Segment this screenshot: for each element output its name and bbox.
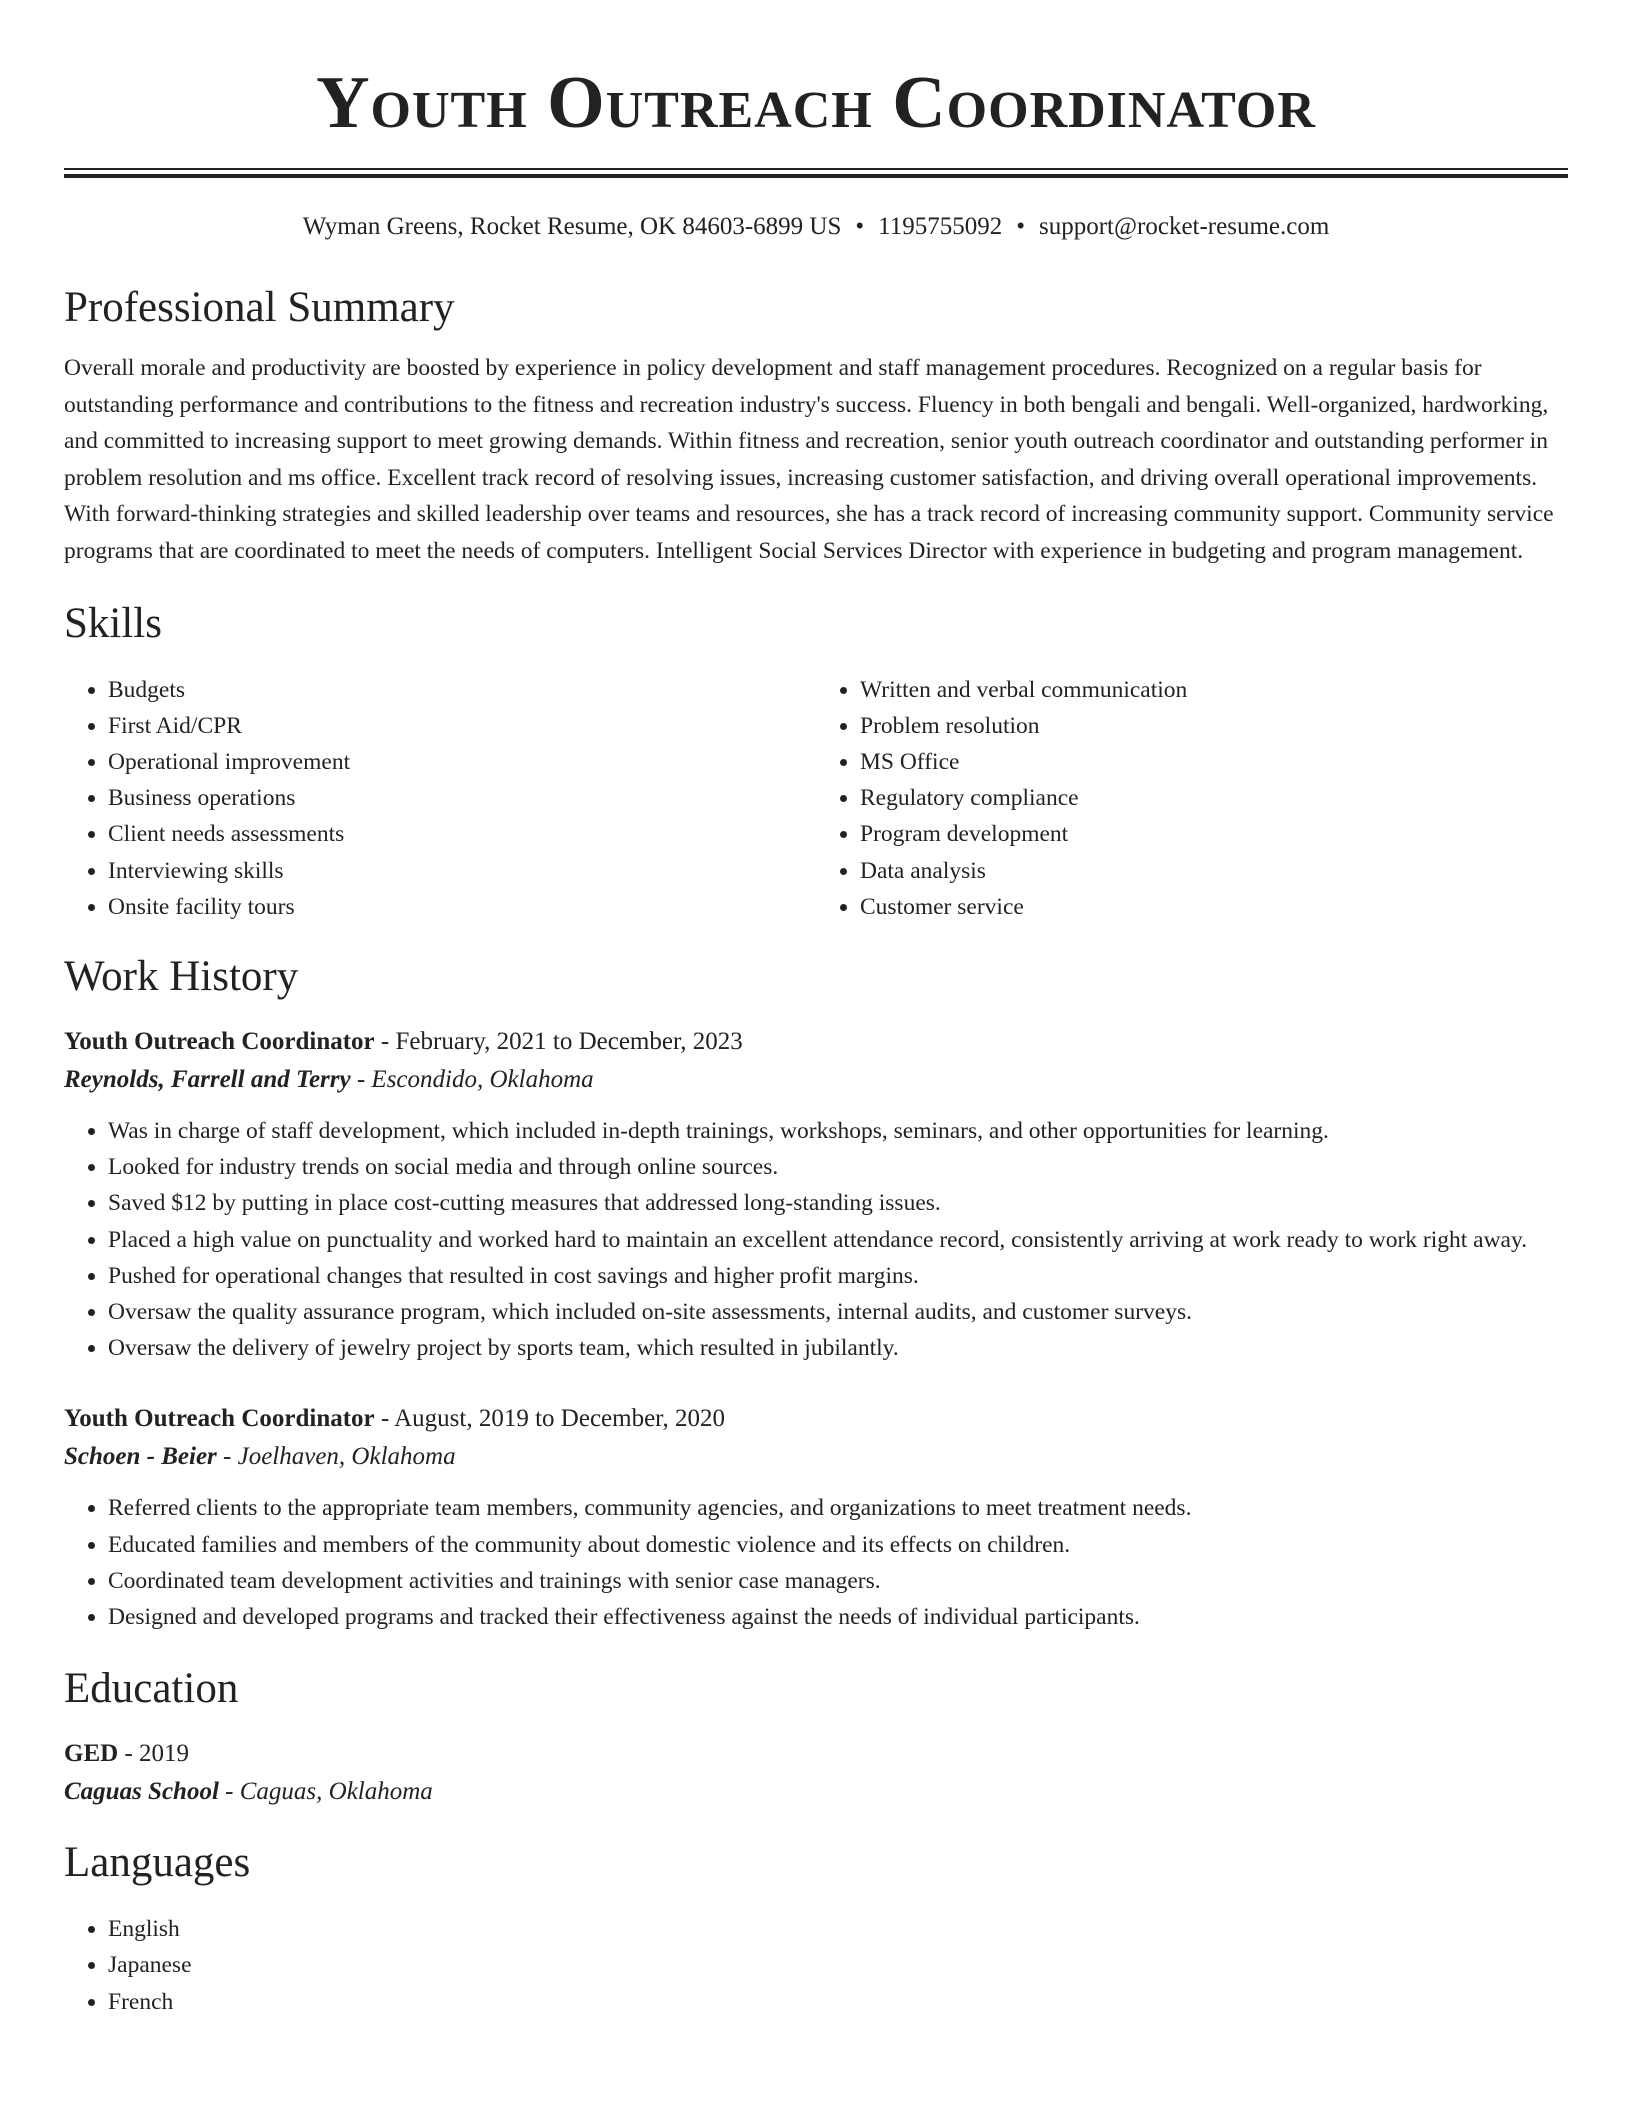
contact-address: Wyman Greens, Rocket Resume, OK 84603-6899 US — [302, 213, 842, 240]
skill-item: • Problem resolution — [860, 708, 1568, 744]
job-bullet: • Oversaw the quality assurance program, which included on-site assessments, internal audits, and customer surveys. — [108, 1294, 1568, 1330]
job-employer: Schoen - Beier — [64, 1443, 217, 1471]
job-employer: Reynolds, Farrell and Terry — [64, 1065, 351, 1093]
job-bullet: • Looked for industry trends on social media and through online sources. — [108, 1149, 1568, 1185]
job-employer-line — [64, 1061, 1568, 1099]
skill-item: • Program development — [860, 816, 1568, 852]
job-location: - Joelhaven, Oklahoma — [216, 1443, 456, 1471]
skill-item: • MS Office — [860, 744, 1568, 780]
resume-page — [64, 0, 1568, 2020]
job-title: Youth Outreach Coordinator — [64, 1027, 375, 1055]
job-bullet: • Designed and developed programs and tracked their effectiveness against the needs of individual participants. — [108, 1599, 1568, 1635]
contact-separator: • — [855, 213, 865, 240]
skill-item: • Onsite facility tours — [108, 889, 816, 925]
skills-column-left — [64, 672, 816, 925]
job-dates: - August, 2019 to December, 2020 — [374, 1405, 726, 1433]
job-location: - Escondido, Oklahoma — [350, 1065, 594, 1093]
job-bullet: • Coordinated team development activities and trainings with senior case managers. — [108, 1563, 1568, 1599]
resume-title: Youth Outreach Coordinator — [316, 62, 1316, 144]
job-title-line — [64, 1023, 1568, 1061]
job-title: Youth Outreach Coordinator — [64, 1405, 375, 1433]
skill-item: • Operational improvement — [108, 744, 816, 780]
title-divider — [64, 168, 1568, 178]
skills-heading: Skills — [64, 599, 162, 647]
languages-list — [64, 1911, 1568, 2020]
education-degree: GED — [64, 1740, 119, 1768]
work-history-heading: Work History — [64, 952, 299, 1000]
job-bullets — [64, 1113, 1568, 1366]
skill-item: • Business operations — [108, 780, 816, 816]
summary-heading: Professional Summary — [64, 284, 455, 331]
job-bullet: • Was in charge of staff development, which included in-depth trainings, workshops, seminars, and other opportunities for learning. — [108, 1113, 1568, 1149]
contact-line — [64, 210, 1568, 244]
job-bullet: • Oversaw the delivery of jewelry project by sports team, which resulted in jubilantly. — [108, 1330, 1568, 1366]
job-bullet: • Saved $12 by putting in place cost-cutting measures that addressed long-standing issues. — [108, 1185, 1568, 1221]
language-item: • French — [108, 1984, 1568, 2020]
skill-item: • Client needs assessments — [108, 816, 816, 852]
skill-item: • Regulatory compliance — [860, 780, 1568, 816]
skills-column-right — [816, 672, 1568, 925]
skill-item: • Interviewing skills — [108, 853, 816, 889]
skill-item: • Budgets — [108, 672, 816, 708]
job-bullets — [64, 1490, 1568, 1635]
education-school-line — [64, 1773, 1568, 1811]
job-bullet: • Referred clients to the appropriate team members, community agencies, and organizations to meet treatment needs. — [108, 1490, 1568, 1526]
contact-separator: • — [1016, 213, 1025, 240]
job-entry — [64, 1400, 1568, 1635]
summary-text: Overall morale and productivity are boosted by experience in policy development and staff management procedures. Recognized on a regular basis for outstanding performance and contributions to the fitness and recreation industry's success. Fluency in both bengali and bengali. Well-organized, hardworking, and committed to increasing support to meet growing demands. Within fitness and recreation, senior youth outreach coordinator and outstanding performer in problem resolution and ms office. Excellent track record of resolving issues, increasing customer satisfaction, and driving overall operational improvements. With forward-thinking strategies and skilled leadership over teams and resources, she has a track record of increasing community support. Community service programs that are coordinated to meet the needs of computers. Intelligent Social Services Director with experience in budgeting and program management. — [64, 355, 1554, 564]
education-heading: Education — [64, 1665, 239, 1713]
job-title-line — [64, 1400, 1568, 1438]
job-bullet: • Pushed for operational changes that resulted in cost savings and higher profit margins. — [108, 1258, 1568, 1294]
job-bullet: • Educated families and members of the community about domestic violence and its effects on children. — [108, 1527, 1568, 1563]
job-dates: - February, 2021 to December, 2023 — [374, 1027, 743, 1055]
contact-phone: 1195755092 — [878, 213, 1003, 240]
skill-item: • Customer service — [860, 889, 1568, 925]
job-employer-line — [64, 1438, 1568, 1476]
contact-email[interactable]: support@rocket-resume.com — [1039, 213, 1330, 240]
language-item: • English — [108, 1911, 1568, 1947]
skill-item: • First Aid/CPR — [108, 708, 816, 744]
job-bullet: • Placed a high value on punctuality and worked hard to maintain an excellent attendance record, consistently arriving at work ready to work right away. — [108, 1222, 1568, 1258]
education-degree-line — [64, 1735, 1568, 1773]
languages-heading: Languages — [64, 1839, 251, 1887]
job-entry — [64, 1023, 1568, 1366]
education-location: - Caguas, Oklahoma — [218, 1778, 433, 1806]
education-school: Caguas School — [64, 1778, 219, 1806]
education-year: - 2019 — [118, 1740, 190, 1768]
skill-item: • Written and verbal communication — [860, 672, 1568, 708]
language-item: • Japanese — [108, 1947, 1568, 1983]
education-entry — [64, 1735, 1568, 1811]
skill-item: • Data analysis — [860, 853, 1568, 889]
skills-list — [64, 672, 1568, 925]
